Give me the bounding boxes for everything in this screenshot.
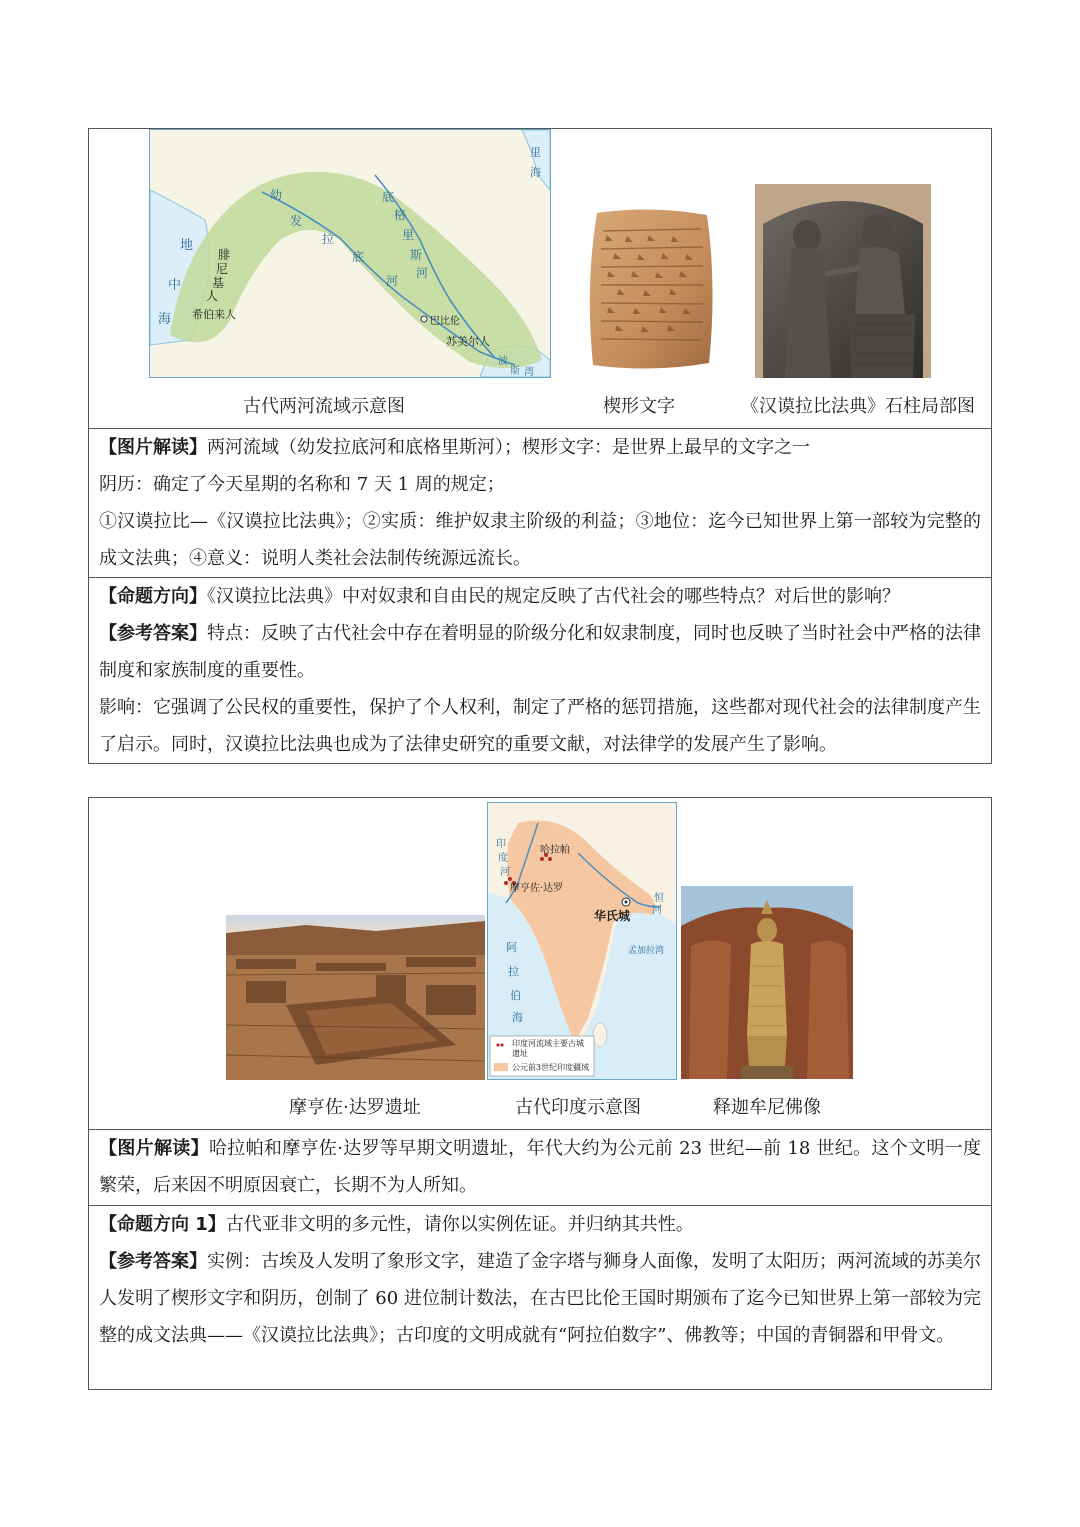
map-label-arabian-sea: 伯 [510,989,521,1002]
question-answer-section [89,1206,991,1390]
figure-row [89,798,991,1130]
question-text: 《汉谟拉比法典》中对奴隶和自由民的规定反映了古代社会的哪些特点？对后世的影响？ [207,586,900,607]
map-label-gulf: 波 [498,356,508,367]
map-label-gulf: 湾 [524,367,534,378]
map-label-euphrates: 拉 [322,232,335,246]
map-label-caspian: 海 [530,166,541,179]
reading-label: 【图片解读】 [99,1138,209,1159]
reading-text: 阴历：确定了今天星期的名称和 7 天 1 周的规定； [99,474,505,495]
map-label-tigris: 底 [382,190,395,204]
map-label-tigris: 里 [402,228,415,242]
map-label-euphrates: 幼 [270,188,283,202]
map-label-sea-zhong: 中 [168,278,182,293]
mesopotamia-map [149,129,551,378]
map-label-sumer: 苏美尔人 [446,335,490,348]
map-label-arabian-sea: 海 [512,1011,523,1024]
map-label-pataliputra: 华氏城 [594,909,631,923]
map-label-tigris: 河 [416,266,429,280]
reading-label: 【图片解读】 [99,437,207,458]
map-label-euphrates: 底 [352,250,365,264]
question-label: 【命题方向】 [99,586,207,607]
map-label-gulf: 斯 [510,366,520,377]
map-label-hebrew: 希伯来人 [192,308,236,321]
figure-caption: 释迦牟尼佛像 [713,1097,821,1118]
reading-text: 两河流域（幼发拉底河和底格里斯河）；楔形文字：是世界上最早的文字之一 [207,437,810,458]
map-label-indus: 印 [496,839,506,850]
answer-label: 【参考答案】 [99,623,207,644]
map-label-caspian: 里 [530,146,541,159]
hammurabi-stele-image [755,184,931,378]
map-label-indus: 度 [498,853,508,864]
map-label-phoenicia: 人 [206,289,219,303]
map-label-phoenicia: 腓 [218,248,231,262]
picture-reading-section [89,1130,991,1206]
map-label-arabian-sea: 阿 [506,941,517,954]
map-label-indus: 河 [500,867,510,878]
question-answer-section [89,578,991,764]
reading-text: 哈拉帕和摩亨佐·达罗等早期文明遗址，年代大约为公元前 23 世纪—前 18 世纪。这个文明一度繁荣，后来因不明原因衰亡，长期不为人所知。 [99,1138,981,1196]
answer-text: 特点：反映了古代社会中存在着明显的阶级分化和奴隶制度，同时也反映了当时社会中严格的法律制度和家族制度的重要性。 [99,623,981,681]
question-label: 【命题方向 1】 [99,1214,226,1235]
map-legend-item: 印度河流域主要古城遗址 [512,1039,584,1058]
map-label-babylon: 巴比伦 [430,316,460,327]
figure-caption: 古代印度示意图 [515,1097,641,1118]
map-label-arabian-sea: 拉 [508,965,519,978]
figure-caption: 摩亨佐·达罗遗址 [289,1097,421,1118]
answer-text: 影响：它强调了公民权的重要性，保护了个人权利，制定了严格的惩罚措施，这些都对现代社会的法律制度产生了启示。同时，汉谟拉比法典也成为了法律史研究的重要文献，对法律学的发展产生了影响。 [99,697,981,755]
answer-text: 实例：古埃及人发明了象形文字，建造了金字塔与狮身人面像，发明了太阳历；两河流域的苏美尔人发明了楔形文字和阴历，创制了 60 进位制计数法，在古巴比伦王国时期颁布了迄今已知世界上第一部较为完整的成文法典——《汉谟拉比法典》；古印度的文明成就有“阿拉伯数字”、佛教等；中国的青铜器和甲骨文。 [99,1251,981,1346]
map-label-euphrates: 发 [290,214,303,228]
figure-caption: 《汉谟拉比法典》石柱局部图 [741,396,975,417]
map-label-ganges: 恒 [654,893,664,904]
map-label-sea-di: 地 [180,238,194,253]
buddha-statue-image [681,886,853,1079]
ancient-india-map [487,802,677,1080]
answer-label: 【参考答案】 [99,1251,207,1272]
mesopotamia-card [88,128,992,764]
question-text: 古代亚非文明的多元性，请你以实例佐证。并归纳其共性。 [225,1214,694,1235]
figure-caption: 楔形文字 [603,396,675,417]
map-label-phoenicia: 尼 [216,262,229,276]
figure-caption: 古代两河流域示意图 [243,396,405,417]
reading-text: ①汉谟拉比—《汉谟拉比法典》；②实质：维护奴隶主阶级的利益；③地位：迄今已知世界上第一部较为完整的成文法典；④意义：说明人类社会法制传统源远流长。 [99,511,981,569]
map-label-phoenicia: 基 [212,276,225,290]
cuneiform-tablet-image [583,205,719,373]
picture-reading-section [89,429,991,578]
map-label-sea-hai: 海 [158,312,172,327]
map-label-harappa: 哈拉帕 [540,845,570,856]
map-label-ganges: 河 [652,905,662,916]
map-label-euphrates: 河 [386,274,399,288]
mohenjo-daro-ruins-image [226,915,485,1080]
figure-row [89,129,991,429]
india-card [88,797,992,1390]
map-legend-item: 公元前3世纪印度疆域 [512,1063,590,1072]
map-label-tigris: 格 [394,208,407,222]
map-label-tigris: 斯 [410,248,423,262]
map-label-mohenjo: 摩亨佐·达罗 [510,883,564,894]
map-label-bay: 孟加拉湾 [628,946,665,956]
